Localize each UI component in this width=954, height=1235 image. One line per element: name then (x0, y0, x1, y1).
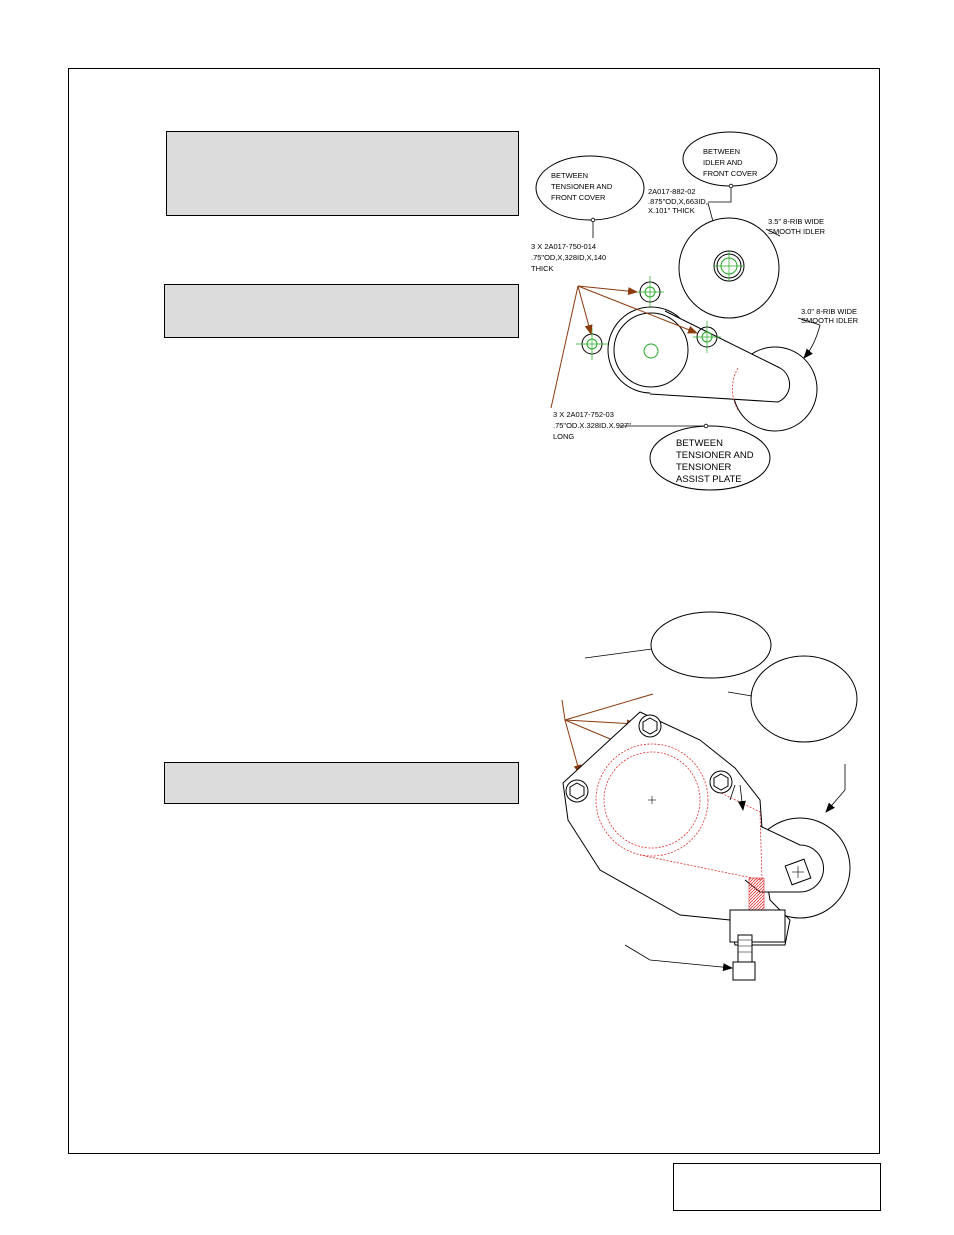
spacer-thin-l1: 3 X 2A017-750-014 (531, 242, 597, 251)
spacer-long-l3: LONG (553, 432, 575, 441)
spacer-long-l1: 3 X 2A017-752-03 (553, 410, 614, 419)
callout-ellipse-right (751, 656, 857, 742)
leader-idler-cover (708, 186, 731, 202)
note-idler-cover-l3: FRONT COVER (703, 169, 758, 178)
spacer-bolt-top (636, 276, 664, 308)
spacer-thin-l3: THICK (531, 264, 554, 273)
callout-ellipse-upper (651, 612, 771, 678)
spacer-bolt-left (576, 328, 608, 360)
note-assist-plate-l3: TENSIONER (676, 462, 732, 473)
note-idler-cover-l1: BETWEEN (703, 147, 741, 156)
spacer-thin-l2: .75"OD,X,328ID,X,140 (531, 253, 607, 262)
note-assist-plate-l2: TENSIONER AND (676, 450, 754, 461)
note-tensioner-cover-l3: FRONT COVER (551, 193, 606, 202)
note-assist-plate-l1: BETWEEN (676, 438, 723, 449)
spacer-idler-l1: 2A017-882-02 (648, 187, 696, 196)
spacer-idler-l3: X.101" THICK (648, 206, 695, 215)
adjuster-bolt-head (733, 962, 755, 980)
idler-30-l1: 3.0" 8-RIB WIDE (801, 307, 858, 316)
note-tensioner-cover-l2: TENSIONER AND (551, 182, 613, 191)
note-idler-cover-l2: IDLER AND (703, 158, 743, 167)
nut-top (639, 715, 661, 737)
idler-30-l2: SMOOTH IDLER (801, 316, 859, 325)
note-tensioner-cover-l1: BETWEEN (551, 171, 589, 180)
spacer-idler-l2: .875"OD,X,663ID, (648, 197, 708, 206)
note-assist-plate-l4: ASSIST PLATE (676, 474, 742, 485)
idler-35-l2: SMOOTH IDLER (768, 227, 826, 236)
idler-35-l1: 3.5" 8-RIB WIDE (768, 217, 825, 226)
leader-idler-30 (804, 325, 820, 358)
spacer-long-l2: .75"OD.X.328ID.X.927" (553, 421, 631, 430)
nut-right (710, 771, 732, 793)
nut-left (566, 780, 588, 802)
